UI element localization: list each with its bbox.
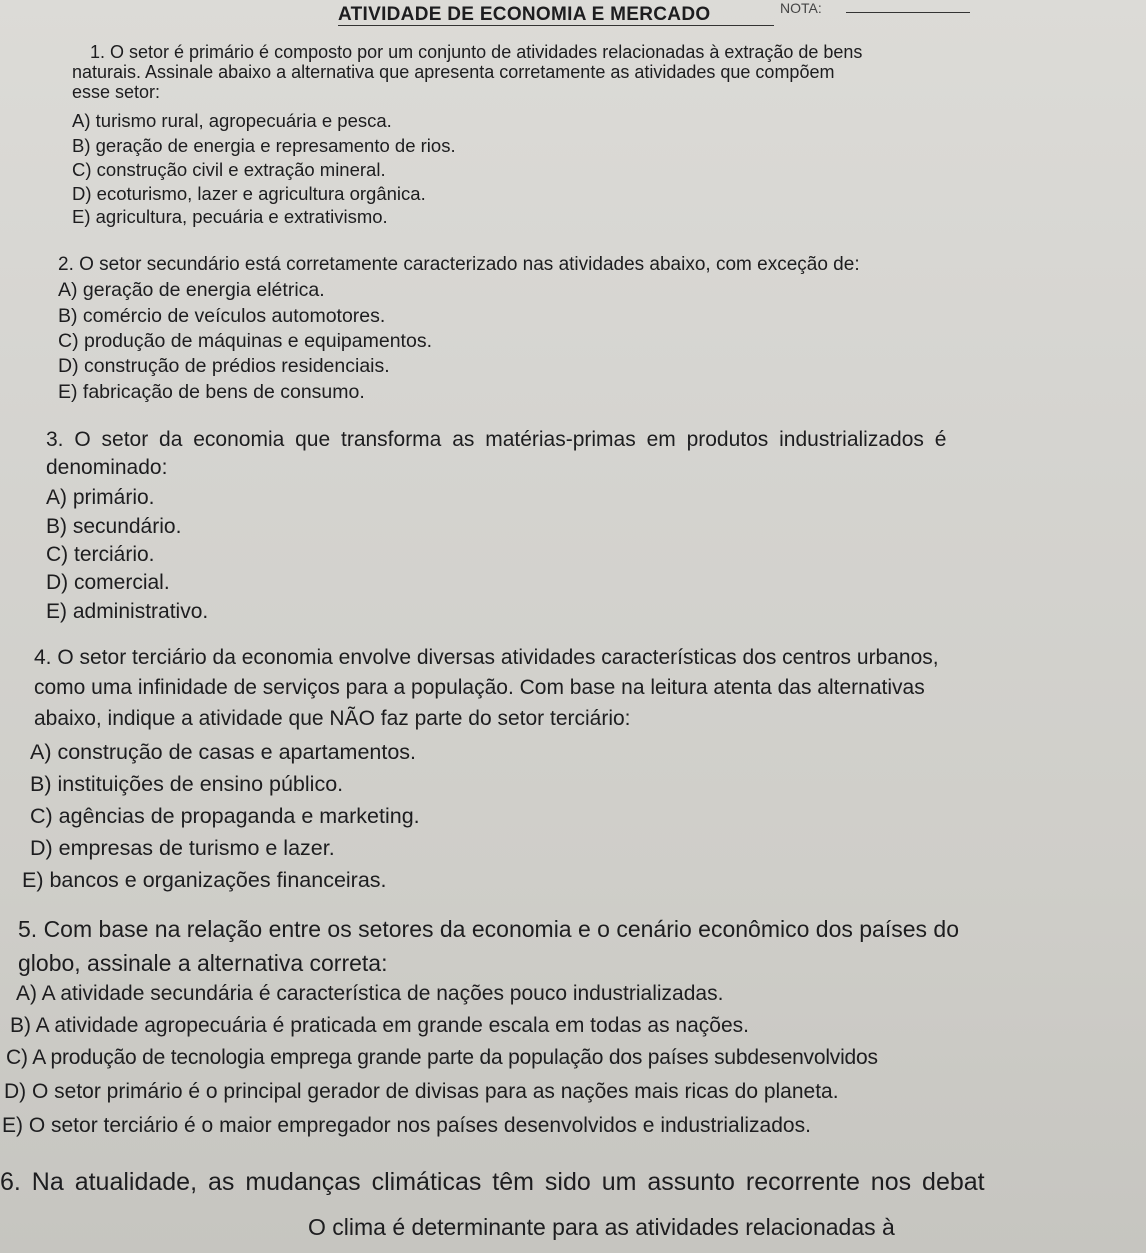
answer-option-c[interactable]: C) construção civil e extração mineral.: [72, 159, 386, 180]
question-stem-line: 3. O setor da economia que transforma as matérias-primas em produtos industrializados é: [46, 428, 947, 451]
answer-option-a[interactable]: A) geração de energia elétrica.: [58, 279, 325, 301]
answer-option-b[interactable]: B) instituições de ensino público.: [30, 772, 344, 796]
answer-option-a[interactable]: A) construção de casas e apartamentos.: [30, 740, 417, 764]
answer-option-a[interactable]: A) A atividade secundária é característica de nações pouco industrializadas.: [16, 982, 724, 1005]
question-stem-line: 5. Com base na relação entre os setores da economia e o cenário econômico dos países do: [18, 916, 960, 942]
question-stem-line: 6. Na atualidade, as mudanças climáticas têm sido um assunto recorrente nos debat: [0, 1168, 985, 1196]
answer-option-a[interactable]: A) primário.: [46, 486, 155, 509]
worksheet-title: ATIVIDADE DE ECONOMIA E MERCADO: [338, 4, 711, 25]
question-stem-line: naturais. Assinale abaixo a alternativa que apresenta corretamente as atividades que compõem: [72, 62, 835, 82]
grade-blank-line: [846, 12, 970, 13]
answer-option-e[interactable]: E) bancos e organizações financeiras.: [22, 868, 387, 892]
answer-option-d[interactable]: D) construção de prédios residenciais.: [58, 355, 390, 377]
answer-option-e[interactable]: E) agricultura, pecuária e extrativismo.: [72, 206, 388, 227]
question-stem-line: abaixo, indique a atividade que NÃO faz parte do setor terciário:: [34, 707, 631, 730]
question-stem-line: 2. O setor secundário está corretamente caracterizado nas atividades abaixo, com exceção de:: [58, 254, 860, 275]
answer-option-c[interactable]: C) A produção de tecnologia emprega grande parte da população dos países subdesenvolvidos: [6, 1046, 878, 1069]
answer-option-d[interactable]: D) comercial.: [46, 571, 170, 594]
title-underline: [338, 25, 774, 26]
answer-option-b[interactable]: B) A atividade agropecuária é praticada em grande escala em todas as nações.: [10, 1014, 749, 1037]
answer-option-b[interactable]: B) geração de energia e represamento de rios.: [72, 135, 456, 156]
question-stem-line: denominado:: [46, 456, 168, 479]
answer-option-d[interactable]: D) ecoturismo, lazer e agricultura orgânica.: [72, 183, 426, 204]
answer-option-b[interactable]: B) secundário.: [46, 515, 182, 538]
question-stem-line: O clima é determinante para as atividades relacionadas à: [308, 1214, 895, 1240]
answer-option-a[interactable]: A) turismo rural, agropecuária e pesca.: [72, 110, 392, 131]
worksheet-header: [0, 0, 1146, 30]
question-stem-line: como uma infinidade de serviços para a população. Com base na leitura atenta das alternativas: [34, 676, 925, 699]
question-stem-line: 4. O setor terciário da economia envolve diversas atividades características dos centros urbanos,: [34, 646, 939, 669]
answer-option-d[interactable]: D) O setor primário é o principal gerador de divisas para as nações mais ricas do planeta.: [4, 1080, 839, 1103]
answer-option-b[interactable]: B) comércio de veículos automotores.: [58, 305, 386, 327]
answer-option-d[interactable]: D) empresas de turismo e lazer.: [30, 836, 335, 860]
answer-option-e[interactable]: E) fabricação de bens de consumo.: [58, 381, 365, 403]
question-stem-line: globo, assinale a alternativa correta:: [18, 950, 388, 976]
answer-option-e[interactable]: E) O setor terciário é o maior empregador nos países desenvolvidos e industrializados.: [2, 1114, 811, 1137]
question-stem-line: 1. O setor é primário é composto por um conjunto de atividades relacionadas à extração de bens: [90, 42, 863, 62]
question-stem-line: esse setor:: [72, 82, 161, 102]
answer-option-c[interactable]: C) terciário.: [46, 543, 155, 566]
answer-option-e[interactable]: E) administrativo.: [46, 600, 209, 623]
grade-label: NOTA:: [780, 0, 822, 16]
answer-option-c[interactable]: C) agências de propaganda e marketing.: [30, 804, 420, 828]
answer-option-c[interactable]: C) produção de máquinas e equipamentos.: [58, 330, 432, 352]
